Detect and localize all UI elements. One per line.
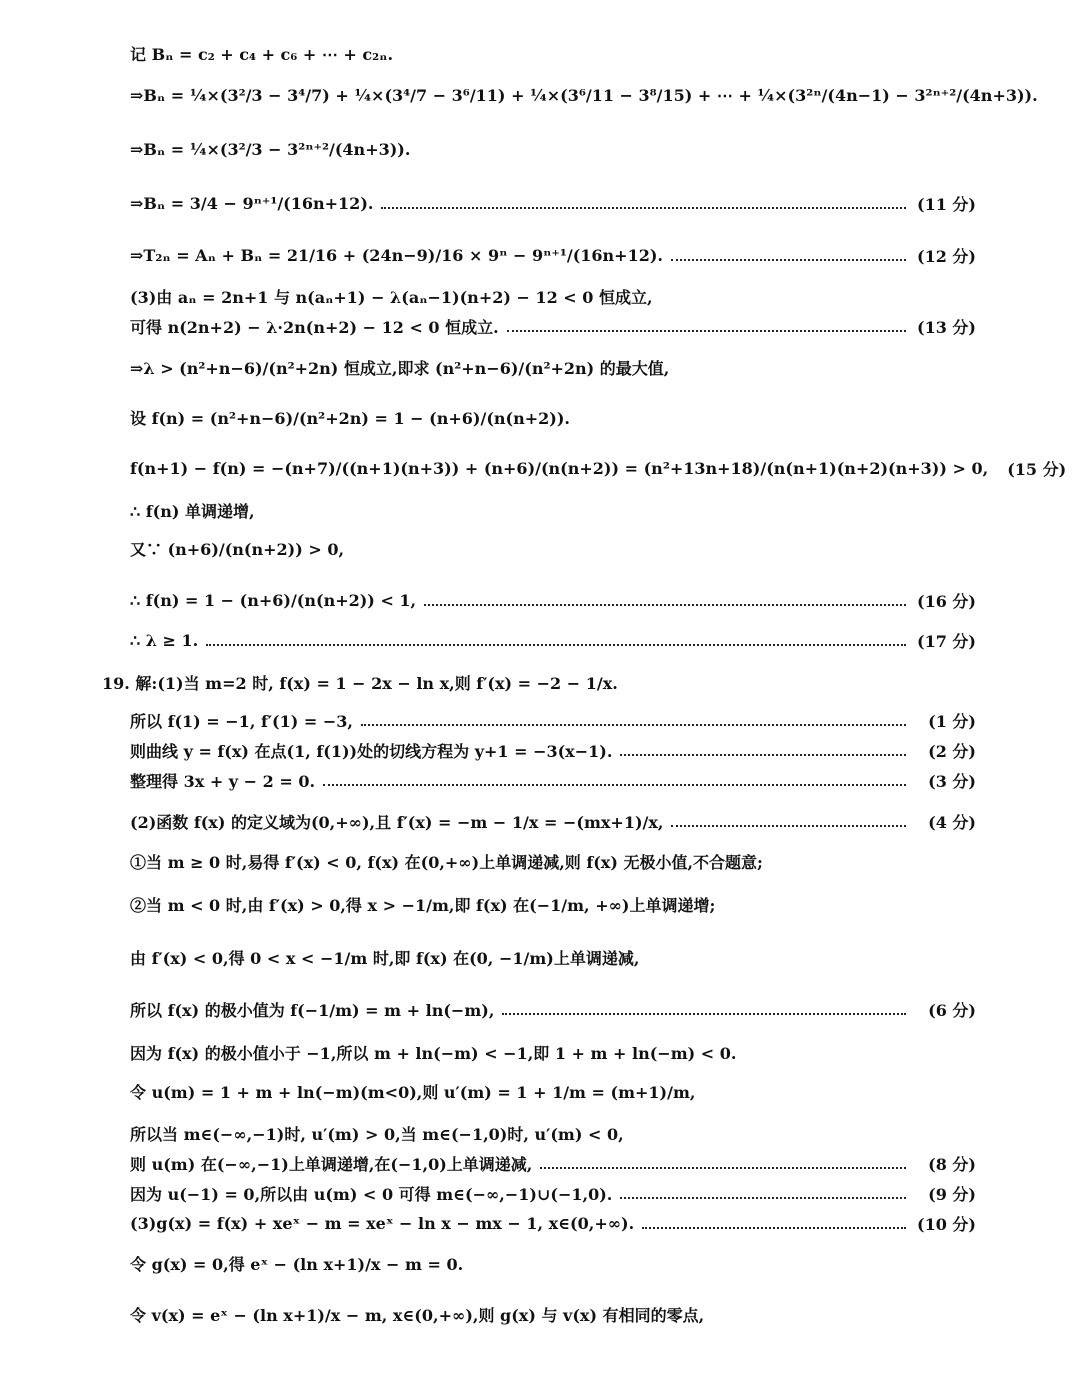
line-text: 又∵ (n+6)/(n(n+2)) > 0, xyxy=(130,540,345,559)
score-label: (15 分) xyxy=(1007,460,1067,479)
score-label: (13 分) xyxy=(917,318,976,337)
line-text: ①当 m ≥ 0 时,易得 f′(x) < 0, f(x) 在(0,+∞)上单调递减,则 f(x) 无极小值,不合题意; xyxy=(130,853,763,872)
solution-line xyxy=(0,42,1080,65)
solution-line xyxy=(0,537,1080,560)
leader-dots xyxy=(642,1225,906,1229)
solution-line xyxy=(0,192,1080,215)
line-text: ⇒Bₙ = ¼×(3²/3 − 3²ⁿ⁺²/(4n+3)). xyxy=(130,140,411,159)
solution-line xyxy=(0,998,1080,1021)
solution-line xyxy=(0,315,1080,338)
solution-line xyxy=(0,457,1080,480)
line-text: f(n+1) − f(n) = −(n+7)/((n+1)(n+3)) + (n+6)/(n(n+2)) = (n²+13n+18)/(n(n+1)(n+2)(n+3)) > 0, xyxy=(130,459,989,478)
score-label: (12 分) xyxy=(917,247,976,266)
leader-dots xyxy=(361,722,906,726)
line-text: 19. 解:(1)当 m=2 时, f(x) = 1 − 2x − ln x,则 f′(x) = −2 − 1/x. xyxy=(102,674,618,693)
leader-dots xyxy=(620,1195,906,1199)
solution-line xyxy=(0,406,1080,429)
line-text: (3)由 aₙ = 2n+1 与 n(aₙ+1) − λ(aₙ−1)(n+2) − 12 < 0 恒成立, xyxy=(130,288,653,307)
leader-dots xyxy=(540,1165,906,1169)
line-text: 记 Bₙ = c₂ + c₄ + c₆ + ⋯ + c₂ₙ. xyxy=(130,45,394,64)
score-label: (11 分) xyxy=(917,195,976,214)
solution-line xyxy=(0,946,1080,969)
line-text: ∴ f(n) = 1 − (n+6)/(n(n+2)) < 1, xyxy=(130,591,417,610)
line-text: ∴ λ ≥ 1. xyxy=(130,631,199,650)
score-label: (16 分) xyxy=(917,592,976,611)
score-label: (17 分) xyxy=(917,632,976,651)
line-text: 因为 f(x) 的极小值小于 −1,所以 m + ln(−m) < −1,即 1 + m + ln(−m) < 0. xyxy=(130,1044,737,1063)
solution-line xyxy=(0,499,1080,522)
line-text: 整理得 3x + y − 2 = 0. xyxy=(130,772,316,791)
solution-line xyxy=(0,140,1080,159)
solution-line xyxy=(0,810,1080,833)
solution-line xyxy=(0,1152,1080,1175)
leader-dots xyxy=(323,782,906,786)
solution-line xyxy=(0,850,1080,873)
solution-line xyxy=(0,769,1080,792)
score-label: (10 分) xyxy=(917,1215,976,1234)
leader-dots xyxy=(502,1011,906,1015)
line-text: 由 f′(x) < 0,得 0 < x < −1/m 时,即 f(x) 在(0, −1/m)上单调递减, xyxy=(130,949,640,968)
line-text: ②当 m < 0 时,由 f′(x) > 0,得 x > −1/m,即 f(x) 在(−1/m, +∞)上单调递增; xyxy=(130,896,716,915)
solution-line xyxy=(0,629,1080,652)
leader-dots xyxy=(206,642,906,646)
line-text: 因为 u(−1) = 0,所以由 u(m) < 0 可得 m∈(−∞,−1)∪(−1,0). xyxy=(130,1185,613,1204)
solution-line xyxy=(0,589,1080,612)
line-text: 设 f(n) = (n²+n−6)/(n²+2n) = 1 − (n+6)/(n(n+2)). xyxy=(130,409,570,428)
line-text: ⇒Bₙ = ¼×(3²/3 − 3⁴/7) + ¼×(3⁴/7 − 3⁶/11) + ¼×(3⁶/11 − 3⁸/15) + ⋯ + ¼×(3²ⁿ/(4n−1) − 3²ⁿ⁺²/(4n+3)). xyxy=(130,86,1038,105)
leader-dots xyxy=(671,823,906,827)
solution-line xyxy=(0,244,1080,267)
line-text: ⇒Bₙ = 3/4 − 9ⁿ⁺¹/(16n+12). xyxy=(130,194,374,213)
score-label: (9 分) xyxy=(928,1185,976,1204)
line-text: 令 v(x) = eˣ − (ln x+1)/x − m, x∈(0,+∞),则 g(x) 与 v(x) 有相同的零点, xyxy=(130,1306,705,1325)
line-text: 所以当 m∈(−∞,−1)时, u′(m) > 0,当 m∈(−1,0)时, u′(m) < 0, xyxy=(130,1125,624,1144)
solution-line xyxy=(0,1122,1080,1145)
score-label: (4 分) xyxy=(928,813,976,832)
leader-dots xyxy=(507,328,906,332)
score-label: (1 分) xyxy=(928,712,976,731)
leader-dots xyxy=(381,205,906,209)
leader-dots xyxy=(620,752,906,756)
line-text: (3)g(x) = f(x) + xeˣ − m = xeˣ − ln x − mx − 1, x∈(0,+∞). xyxy=(130,1214,635,1233)
line-text: 则曲线 y = f(x) 在点(1, f(1))处的切线方程为 y+1 = −3(x−1). xyxy=(130,742,613,761)
line-text: (2)函数 f(x) 的定义域为(0,+∞),且 f′(x) = −m − 1/x = −(mx+1)/x, xyxy=(130,813,664,832)
leader-dots xyxy=(424,602,906,606)
line-text: 则 u(m) 在(−∞,−1)上单调递增,在(−1,0)上单调递减, xyxy=(130,1155,533,1174)
line-text: ⇒T₂ₙ = Aₙ + Bₙ = 21/16 + (24n−9)/16 × 9ⁿ − 9ⁿ⁺¹/(16n+12). xyxy=(130,246,663,265)
line-text: ∴ f(n) 单调递增, xyxy=(130,502,255,521)
solution-line xyxy=(0,285,1080,308)
solution-line xyxy=(0,739,1080,762)
solution-line xyxy=(0,86,1080,105)
solution-line xyxy=(0,356,1080,379)
solution-line xyxy=(0,1303,1080,1326)
solution-line xyxy=(0,709,1080,732)
problem-19-header xyxy=(0,671,1080,694)
solution-line xyxy=(0,1041,1080,1064)
solution-line xyxy=(0,1252,1080,1275)
line-text: 令 g(x) = 0,得 eˣ − (ln x+1)/x − m = 0. xyxy=(130,1255,464,1274)
solution-line xyxy=(0,1182,1080,1205)
line-text: 所以 f(1) = −1, f′(1) = −3, xyxy=(130,712,353,731)
line-text: 令 u(m) = 1 + m + ln(−m)(m<0),则 u′(m) = 1 + 1/m = (m+1)/m, xyxy=(130,1083,696,1102)
solution-line xyxy=(0,893,1080,916)
line-text: 可得 n(2n+2) − λ·2n(n+2) − 12 < 0 恒成立. xyxy=(130,318,499,337)
score-label: (3 分) xyxy=(928,772,976,791)
leader-dots xyxy=(671,257,906,261)
solution-line xyxy=(0,1080,1080,1103)
score-label: (2 分) xyxy=(928,742,976,761)
line-text: ⇒λ > (n²+n−6)/(n²+2n) 恒成立,即求 (n²+n−6)/(n²+2n) 的最大值, xyxy=(130,359,670,378)
score-label: (8 分) xyxy=(928,1155,976,1174)
score-label: (6 分) xyxy=(928,1001,976,1020)
line-text: 所以 f(x) 的极小值为 f(−1/m) = m + ln(−m), xyxy=(130,1001,495,1020)
solution-line xyxy=(0,1212,1080,1235)
